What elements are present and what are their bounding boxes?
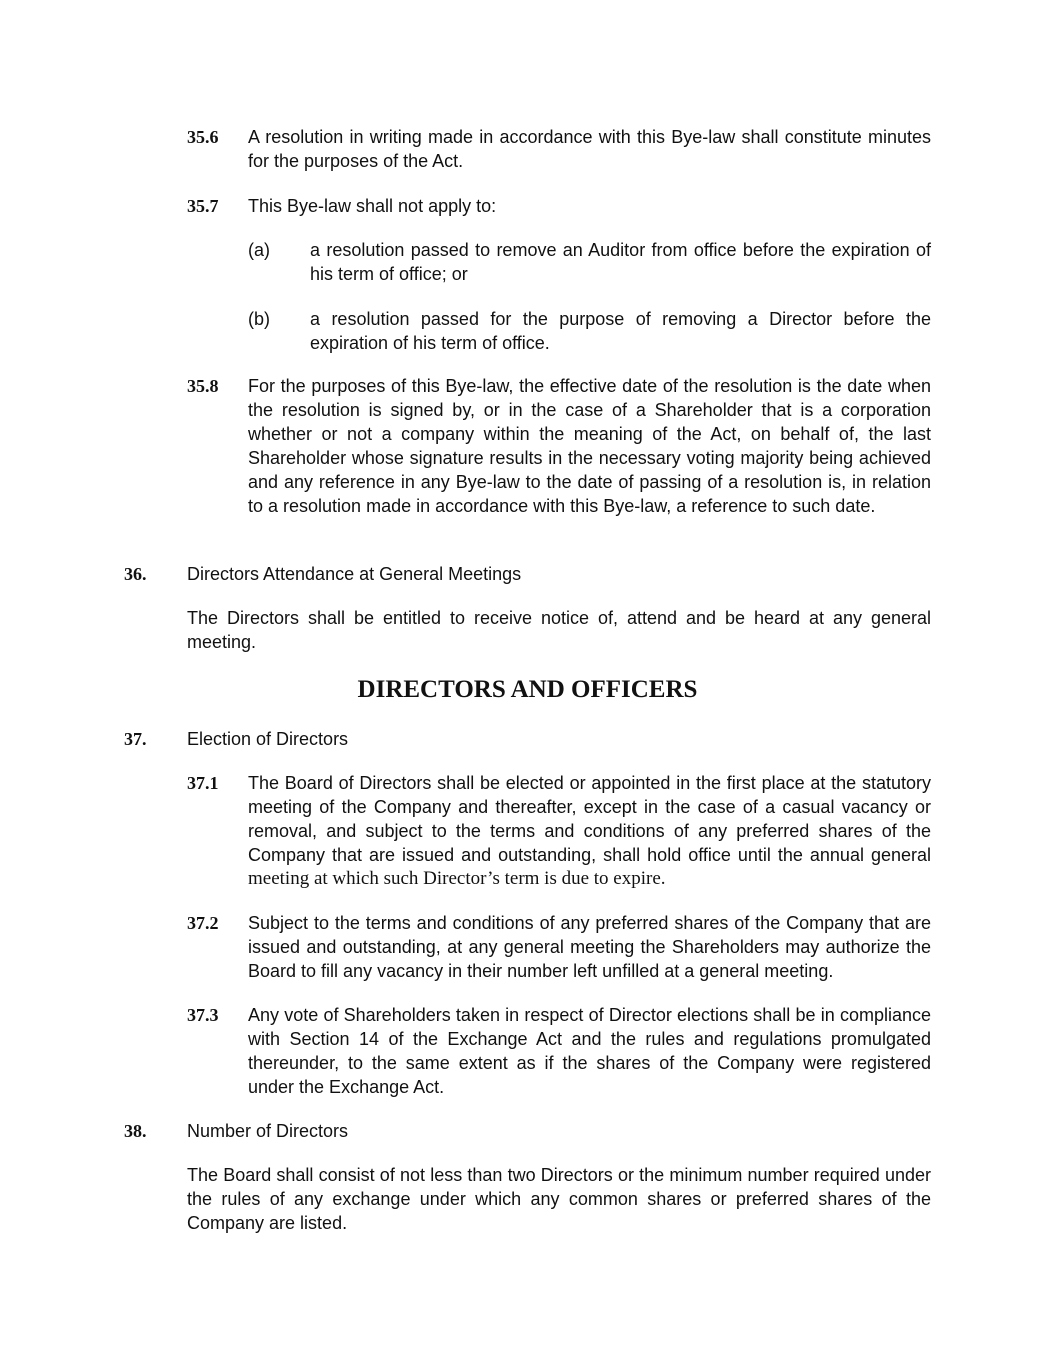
subclause-label: (a): [248, 240, 270, 260]
clause-text: Subject to the terms and conditions of any preferred shares of the Company that are issued and outstanding, at any general meeting the Shareholders may authorize the Board to fill any vacancy in their number left unfilled at a general meeting.: [248, 913, 931, 981]
subclause-label: (b): [248, 309, 270, 329]
subclause-text: a resolution passed for the purpose of removing a Director before the expiration of his term of office.: [310, 309, 931, 353]
clause-36-body: [187, 606, 931, 654]
clause-number: 37.1: [187, 773, 219, 793]
clause-text: This Bye-law shall not apply to:: [248, 196, 497, 216]
clause-number: 36.: [124, 564, 147, 584]
clause-35-6: [187, 125, 931, 173]
clause-number: 37.: [124, 729, 147, 749]
subclause-text: a resolution passed to remove an Auditor from office before the expiration of his term of office; or: [310, 240, 931, 284]
clause-37-3: [187, 1003, 931, 1099]
clause-text: A resolution in writing made in accordance with this Bye-law shall constitute minutes for the purposes of the Act.: [248, 127, 931, 171]
clause-body: The Directors shall be entitled to receive notice of, attend and be heard at any general meeting.: [187, 608, 931, 652]
clause-content: [248, 771, 931, 891]
section-title: DIRECTORS AND OFFICERS: [357, 676, 698, 703]
clause-37-heading: [124, 727, 931, 751]
subclause-a: [248, 238, 931, 286]
clause-body: The Board shall consist of not less than two Directors or the minimum number required under the rules of any exchange under which any common shares or preferred shares of the Company are listed.: [187, 1165, 931, 1233]
clause-text: For the purposes of this Bye-law, the effective date of the resolution is the date when the resolution is signed by, or in the case of a Shareholder that is a corporation whether or not a company within the meaning of the Act, on behalf of, the last Shareholder whose signature results in the necessary voting majority being achieved and any reference in any Bye-law to the date of passing of a resolution is, in relation to a resolution made in accordance with this Bye-law, a reference to such date.: [248, 376, 931, 516]
clause-35-7: [187, 194, 931, 218]
clause-number: 37.2: [187, 913, 219, 933]
clause-title: Election of Directors: [187, 729, 349, 749]
clause-number: 35.6: [187, 127, 219, 147]
clause-38-heading: [124, 1119, 931, 1143]
clause-number: 35.8: [187, 376, 219, 396]
clause-37-2: [187, 911, 931, 983]
clause-text-tail: meeting at which such Director’s term is due to expire.: [248, 868, 666, 889]
clause-title: Number of Directors: [187, 1121, 349, 1141]
clause-number: 37.3: [187, 1005, 219, 1025]
subclause-b: [248, 307, 931, 355]
clause-number: 35.7: [187, 196, 219, 216]
clause-title: Directors Attendance at General Meetings: [187, 564, 522, 584]
clause-37-1: [187, 771, 931, 891]
clause-text: The Board of Directors shall be elected or appointed in the first place at the statutory meeting of the Company and thereafter, except in the case of a casual vacancy or removal, and subject to the terms and conditions of any preferred shares of the Company that are issued and outstanding, shall hold office until the annual general: [248, 773, 931, 865]
clause-number: 38.: [124, 1121, 147, 1141]
clause-36-heading: [124, 562, 931, 586]
clause-text: Any vote of Shareholders taken in respect of Director elections shall be in compliance with Section 14 of the Exchange Act and the rules and regulations promulgated thereunder, to the same extent as if the shares of the Company were registered under the Exchange Act.: [248, 1005, 931, 1097]
clause-38-body: [187, 1163, 931, 1235]
clause-35-8: [187, 374, 931, 518]
